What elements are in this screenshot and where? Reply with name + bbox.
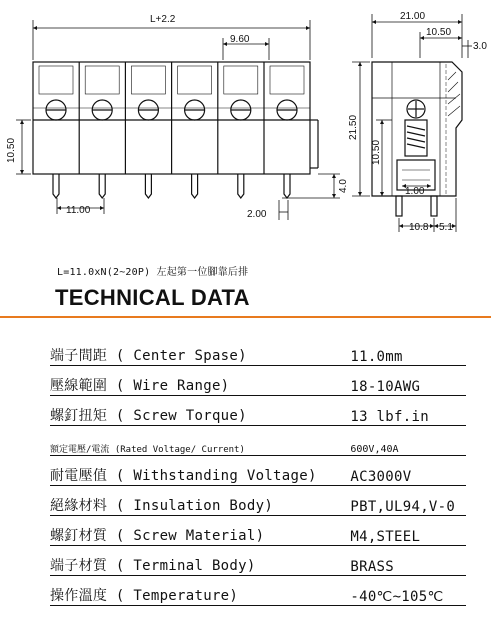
dim-pin-offset-label: 11.00 bbox=[66, 205, 91, 216]
spec-row bbox=[50, 486, 466, 516]
dim-side-gap-label: 3.0 bbox=[473, 41, 487, 52]
wire-entry bbox=[224, 66, 258, 94]
spec-value: 13 lbf.in bbox=[342, 396, 466, 426]
dim-side-base-left-label: 10.8 bbox=[409, 222, 429, 233]
spec-label: 額定電壓/電流 (Rated Voltage/ Current) bbox=[50, 426, 342, 456]
spec-row bbox=[50, 336, 466, 366]
dim-pin-width-label: 2.00 bbox=[247, 209, 267, 220]
spec-row bbox=[50, 396, 466, 426]
heading-divider bbox=[0, 316, 491, 318]
spec-value: BRASS bbox=[342, 546, 466, 576]
spec-value: -40℃~105℃ bbox=[342, 576, 466, 606]
dim-side-inner-width-label: 10.50 bbox=[426, 27, 452, 38]
spec-label: 端子間距 ( Center Spase) bbox=[50, 336, 342, 366]
spec-table bbox=[50, 336, 466, 606]
technical-drawing bbox=[0, 0, 491, 250]
dim-side-width-label: 21.00 bbox=[400, 11, 426, 22]
spec-value: PBT,UL94,V-0 bbox=[342, 486, 466, 516]
spec-row bbox=[50, 546, 466, 576]
spec-label: 壓線範圍 ( Wire Range) bbox=[50, 366, 342, 396]
wire-entry bbox=[39, 66, 73, 94]
spec-value: AC3000V bbox=[342, 456, 466, 486]
dim-side-base-right-label: 5.1 bbox=[439, 222, 453, 233]
pin bbox=[99, 174, 105, 198]
spec-value: 11.0mm bbox=[342, 336, 466, 366]
spec-label: 螺釘材質 ( Screw Material) bbox=[50, 516, 342, 546]
spec-value: M4,STEEL bbox=[342, 516, 466, 546]
spec-label: 螺釘扭矩 ( Screw Torque) bbox=[50, 396, 342, 426]
dim-pin-length-label: 4.0 bbox=[338, 179, 349, 193]
dim-length-label: L+2.2 bbox=[150, 14, 176, 25]
section-heading: TECHNICAL DATA bbox=[55, 285, 250, 310]
spec-row bbox=[50, 456, 466, 486]
dim-side-mid-height-label: 10.50 bbox=[371, 139, 382, 165]
dim-side-pin-label: 1.00 bbox=[405, 186, 425, 197]
spec-label: 操作溫度 ( Temperature) bbox=[50, 576, 342, 606]
spec-label: 絕緣材料 ( Insulation Body) bbox=[50, 486, 342, 516]
front-view bbox=[33, 62, 318, 198]
spec-label: 耐電壓值 ( Withstanding Voltage) bbox=[50, 456, 342, 486]
spec-row bbox=[50, 426, 466, 456]
dim-pitch-label: 9.60 bbox=[230, 34, 250, 45]
wire-entry bbox=[85, 66, 119, 94]
pitch-note: L=11.0xN(2~20P) 左起第一位腳靠后排 bbox=[57, 267, 249, 278]
wire-entry bbox=[270, 66, 304, 94]
spec-row bbox=[50, 576, 466, 606]
pin bbox=[192, 174, 198, 198]
pin bbox=[53, 174, 59, 198]
wire-entry bbox=[178, 66, 212, 94]
wire-entry bbox=[131, 66, 165, 94]
pin bbox=[145, 174, 151, 198]
dim-height-label: 10.50 bbox=[6, 137, 17, 163]
spec-row bbox=[50, 366, 466, 396]
spec-value: 600V,40A bbox=[342, 426, 466, 456]
dim-side-total-height-label: 21.50 bbox=[348, 114, 359, 140]
pin bbox=[284, 174, 290, 198]
pin bbox=[238, 174, 244, 198]
spec-row bbox=[50, 516, 466, 546]
spec-value: 18-10AWG bbox=[342, 366, 466, 396]
spec-label: 端子材質 ( Terminal Body) bbox=[50, 546, 342, 576]
